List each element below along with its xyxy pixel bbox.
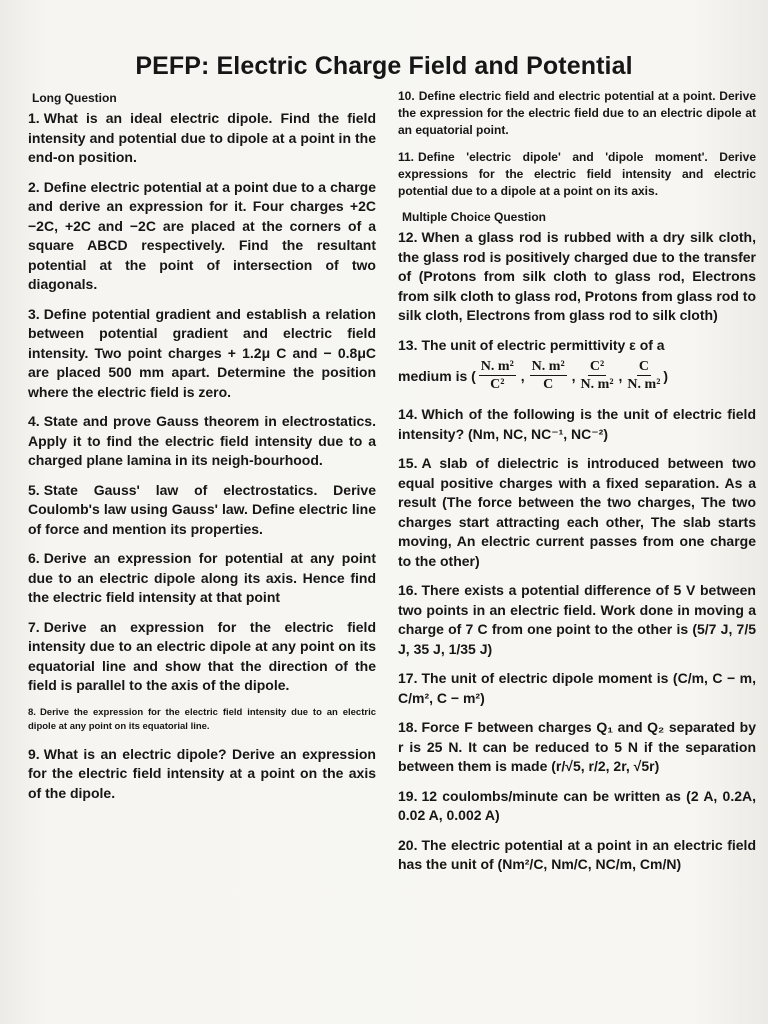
right-column: [398, 88, 756, 885]
question-14: [398, 405, 756, 444]
fraction-numerator: N. m²: [480, 359, 514, 374]
question-text: The unit of electric permittivity ε of a: [421, 336, 665, 353]
question-4: [28, 412, 376, 471]
question-number: 2.: [28, 178, 40, 195]
question-text: What is an ideal electric dipole. Find the field intensity and potential due to dipole at a point in the end-on position.: [28, 110, 376, 165]
question-text: Which of the following is the unit of electric field intensity? (Nm, NC, NC⁻¹, NC⁻²): [398, 406, 756, 442]
left-column: [28, 88, 376, 813]
question-11: [398, 149, 756, 200]
fraction-denominator: N. m²: [580, 377, 614, 392]
question-text: Define 'electric dipole' and 'dipole moment'. Derive expressions for the electric field intensity and electric potential due to a dipole at a point on its axis.: [398, 150, 756, 198]
fraction-option: [479, 358, 516, 393]
question-20: [398, 836, 756, 875]
question-text: Derive the expression for the electric field intensity due to an electric dipole at any point on its equatorial line.: [28, 706, 376, 732]
question-text: The electric potential at a point in an electric field has the unit of (Nm²/C, Nm/C, NC/m, Cm/N): [398, 836, 756, 872]
question-number: 8.: [28, 706, 36, 718]
question-number: 16.: [398, 582, 418, 598]
fraction-denominator: C: [543, 377, 554, 392]
question-1: [28, 109, 376, 168]
question-text: State Gauss' law of electrostatics. Derive Coulomb's law using Gauss' law. Define electric line of force and mention its properties.: [28, 481, 376, 537]
question-number: 6.: [28, 550, 40, 566]
question-text: The unit of electric dipole moment is (C/m, C − m, C/m², C − m²): [398, 670, 756, 706]
question-text: Define potential gradient and establish a relation between potential gradient and electric field intensity. Two point charges + 1.2μ C and − 0.8μC are placed 500 mm apart. Determine the position where the electric field is zero.: [28, 305, 376, 400]
question-18: [398, 718, 756, 777]
fraction-denominator: C²: [490, 377, 505, 392]
question-text: There exists a potential difference of 5 V between two points in an electric field. Work done in moving a charge of 7 C from one point to the other is (5/7 J, 7/5 J, 35 J, 1/35 J): [398, 582, 756, 657]
fraction-numerator: C²: [589, 359, 605, 374]
question-3: [28, 305, 376, 403]
question-13: [398, 336, 756, 356]
question-9: [28, 745, 376, 804]
question-text: Define electric field and electric potential at a point. Derive the expression for the electric field due to an electric dipole at an equatorial point.: [398, 89, 756, 137]
question-text: Derive an expression for the electric field intensity due to an electric dipole at any point on its equatorial line and show that the direction of the field is parallel to the axis of the dipole.: [28, 618, 376, 693]
fraction-option: [627, 358, 660, 393]
question-text: When a glass rod is rubbed with a dry silk cloth, the glass rod is positively charged due to the transfer of (Protons from silk cloth to glass rod, Electrons from silk cloth to glass rod, Protons from glass rod to silk cloth, Electrons from glass rod to silk cloth): [398, 229, 756, 323]
question-7: [28, 618, 376, 696]
question-15: [398, 454, 756, 571]
formula-prefix: medium is (: [398, 367, 476, 384]
question-8: [28, 706, 376, 735]
question-number: 17.: [398, 670, 418, 686]
question-17: [398, 669, 756, 708]
question-number: 14.: [398, 406, 418, 422]
question-16: [398, 581, 756, 659]
page-title: PEFP: Electric Charge Field and Potential: [135, 52, 633, 80]
question-number: 12.: [398, 229, 418, 245]
fraction-option: [530, 358, 567, 393]
fraction-option: [581, 358, 614, 393]
question-6: [28, 549, 376, 608]
question-text: Derive an expression for potential at any point due to an electric dipole along its axis. Hence find the electric field intensity at that point: [28, 550, 376, 605]
question-2: [28, 178, 376, 295]
long-question-heading: Long Question: [32, 91, 117, 105]
question-text: Force F between charges Q₁ and Q₂ separated by r is 25 N. It can be reduced to 5 N if the separation between them is made (r/√5, r/2, 2r, √5r): [398, 719, 756, 774]
question-number: 18.: [398, 719, 418, 735]
question-10: [398, 88, 756, 139]
formula-suffix: ): [663, 367, 669, 384]
question-number: 9.: [28, 745, 40, 762]
question-number: 10.: [398, 89, 415, 103]
question-text: State and prove Gauss theorem in electrostatics. Apply it to find the electric field intensity due to a charged plane lamina in its neigh-bourhood.: [28, 413, 376, 468]
question-number: 3.: [28, 305, 40, 322]
question-text: A slab of dielectric is introduced between two equal positive charges with a fixed separation. As a result (The force between the two charges, The two charges start attracting each other, The slab starts moving, An electric current passes from one charge to the other): [398, 455, 756, 569]
question-19: [398, 787, 756, 826]
question-text: 12 coulombs/minute can be written as (2 A, 0.2A, 0.02 A, 0.002 A): [398, 787, 756, 823]
question-text: What is an electric dipole? Derive an expression for the electric field intensity at a point on the axis of the dipole.: [28, 745, 376, 801]
question-5: [28, 481, 376, 540]
question-number: 20.: [398, 836, 418, 853]
question-number: 1.: [28, 110, 40, 126]
fraction-numerator: N. m²: [531, 359, 565, 374]
question-number: 13.: [398, 336, 418, 353]
question-number: 7.: [28, 618, 40, 635]
fraction-denominator: N. m²: [627, 377, 661, 392]
fraction-numerator: C: [638, 359, 649, 374]
question-number: 4.: [28, 413, 40, 429]
question-12: [398, 228, 756, 326]
question-number: 19.: [398, 787, 418, 804]
q13-options-formula: medium is ( $\frac{\text{N. m²}}{\text{C²}}$ , $\frac{\text{N. m²}}{C}$ , $\frac{\text{C²}}{\text{N. m²}}$ , $\frac{C}{\text{N. m²}}$ ): [398, 359, 669, 392]
mcq-heading: Multiple Choice Question: [402, 210, 547, 224]
question-number: 11.: [398, 150, 415, 164]
question-number: 5.: [28, 481, 40, 498]
question-text: Define electric potential at a point due to a charge and derive an expression for it. Four charges +2C −2C, +2C and −2C are placed at the corners of a square ABCD respectively. Find the resultant potential at the point of intersection of two diagonals.: [28, 178, 376, 292]
question-number: 15.: [398, 455, 418, 471]
